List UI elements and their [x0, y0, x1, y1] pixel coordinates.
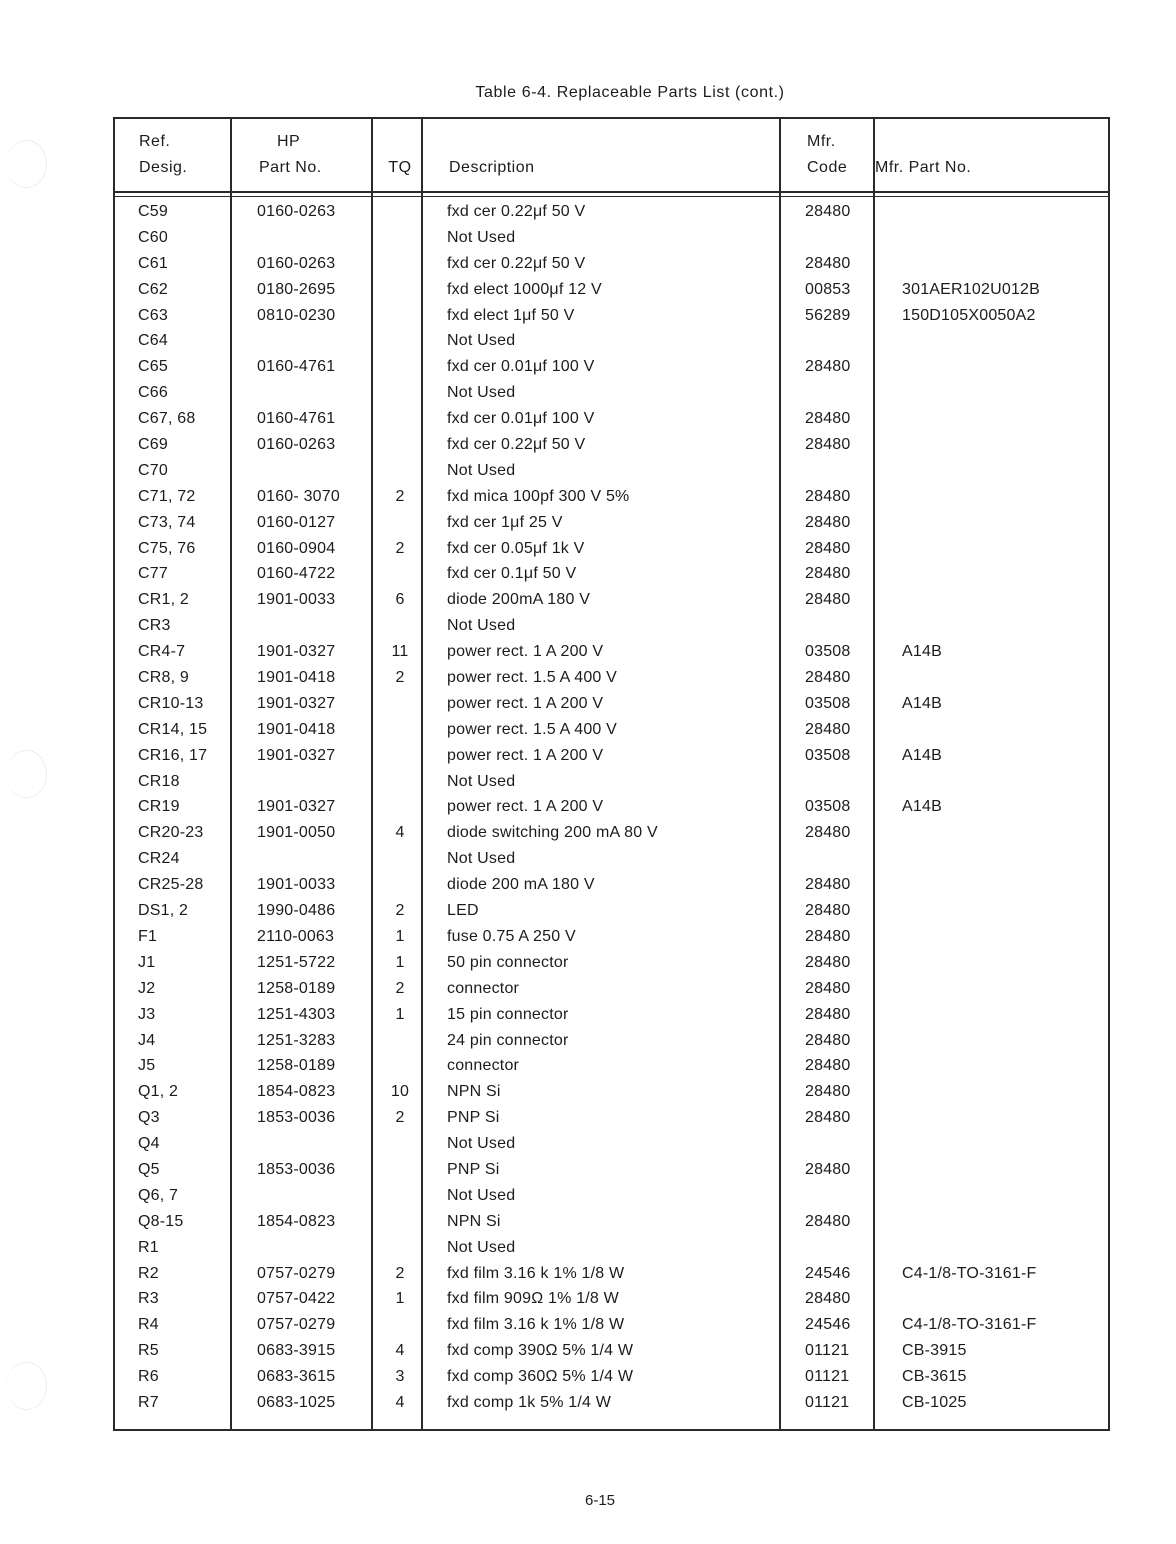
header-code-line1: Mfr. [807, 133, 836, 150]
cell-mfr: A14B [902, 694, 942, 712]
cell-code: 03508 [805, 798, 851, 816]
table-row [115, 406, 1108, 432]
cell-desc: 24 pin connector [447, 1031, 569, 1049]
cell-ref: CR14, 15 [138, 720, 208, 738]
cell-code: 28480 [805, 1005, 851, 1023]
cell-hp: 0160-0263 [257, 254, 336, 272]
header-mfr-code [807, 129, 847, 181]
table-row [115, 510, 1108, 536]
cell-desc: fxd cer 0.01μf 100 V [447, 410, 595, 428]
table-row [115, 1364, 1108, 1390]
cell-code: 28480 [805, 513, 851, 531]
cell-desc: power rect. 1.5 A 400 V [447, 720, 618, 738]
cell-hp: 1901-0050 [257, 824, 336, 842]
cell-hp: 1251-3283 [257, 1031, 336, 1049]
margin-hole-mark [6, 1362, 47, 1410]
cell-tq: 11 [391, 643, 409, 661]
cell-hp: 1854-0823 [257, 1212, 336, 1230]
cell-code: 28480 [805, 1083, 851, 1101]
header-separator [115, 191, 1108, 197]
cell-code: 01121 [805, 1368, 850, 1386]
cell-tq: 2 [395, 979, 405, 997]
cell-tq: 6 [395, 591, 405, 609]
cell-mfr: CB-3915 [902, 1342, 967, 1360]
cell-desc: power rect. 1 A 200 V [447, 798, 604, 816]
cell-ref: C67, 68 [138, 410, 196, 428]
cell-desc: power rect. 1 A 200 V [447, 694, 604, 712]
table-row [115, 769, 1108, 795]
cell-code: 56289 [805, 306, 851, 324]
header-tq-line2: TQ [388, 159, 412, 176]
table-row [115, 898, 1108, 924]
cell-desc: diode 200mA 180 V [447, 591, 591, 609]
cell-mfr: A14B [902, 798, 942, 816]
cell-code: 28480 [805, 824, 851, 842]
cell-desc: Not Used [447, 384, 516, 402]
cell-hp: 1854-0823 [257, 1083, 336, 1101]
cell-ref: J5 [138, 1057, 156, 1075]
cell-desc: Not Used [447, 1186, 516, 1204]
header-ref-desig [139, 129, 187, 181]
cell-ref: CR19 [138, 798, 180, 816]
cell-hp: 0810-0230 [257, 306, 336, 324]
cell-code: 28480 [805, 487, 851, 505]
header-desc-line1 [449, 129, 535, 155]
cell-ref: R5 [138, 1342, 159, 1360]
cell-desc: fxd cer 0.01μf 100 V [447, 358, 595, 376]
header-mfr-part-no [875, 129, 971, 181]
cell-ref: F1 [138, 927, 158, 945]
cell-code: 28480 [805, 591, 851, 609]
table-row [115, 1286, 1108, 1312]
cell-hp: 0683-1025 [257, 1393, 336, 1411]
cell-ref: C77 [138, 565, 168, 583]
cell-desc: PNP Si [447, 1160, 500, 1178]
header-ref-line2: Desig. [139, 159, 188, 176]
cell-ref: C66 [138, 384, 168, 402]
table-row [115, 846, 1108, 872]
cell-tq: 4 [395, 1342, 405, 1360]
cell-ref: CR24 [138, 850, 180, 868]
cell-code: 28480 [805, 410, 851, 428]
cell-code: 28480 [805, 1160, 851, 1178]
cell-tq: 10 [390, 1083, 410, 1101]
table-row [115, 303, 1108, 329]
cell-mfr: CB-1025 [902, 1393, 967, 1411]
table-row [115, 924, 1108, 950]
cell-ref: Q6, 7 [138, 1186, 179, 1204]
cell-code: 28480 [805, 203, 851, 220]
cell-tq: 4 [395, 1393, 405, 1411]
cell-desc: fxd film 3.16 k 1% 1/8 W [447, 1316, 625, 1334]
margin-hole-mark [6, 140, 47, 188]
cell-ref: Q3 [138, 1109, 160, 1127]
cell-ref: J1 [138, 953, 156, 971]
cell-hp: 0160-4761 [257, 358, 336, 376]
header-desc-line2: Description [449, 159, 535, 176]
cell-desc: Not Used [447, 461, 516, 479]
cell-ref: C75, 76 [138, 539, 196, 557]
cell-hp: 1251-5722 [257, 953, 336, 971]
table-row [115, 380, 1108, 406]
cell-desc: fxd cer 0.22μf 50 V [447, 203, 586, 220]
cell-code: 28480 [805, 953, 851, 971]
cell-hp: 1251-4303 [257, 1005, 336, 1023]
cell-hp: 1853-0036 [257, 1160, 336, 1178]
cell-desc: Not Used [447, 617, 516, 635]
header-hp-part-no [259, 129, 359, 181]
cell-tq: 2 [395, 1264, 405, 1282]
cell-code: 28480 [805, 1212, 851, 1230]
cell-ref: CR3 [138, 617, 171, 635]
cell-tq: 2 [395, 669, 405, 687]
cell-desc: fuse 0.75 A 250 V [447, 927, 576, 945]
table-row [115, 872, 1108, 898]
table-row [115, 1131, 1108, 1157]
cell-tq: 1 [395, 953, 405, 971]
table-row [115, 665, 1108, 691]
cell-code: 28480 [805, 436, 851, 454]
cell-hp: 1901-0033 [257, 591, 336, 609]
table-row [115, 484, 1108, 510]
table-row [115, 820, 1108, 846]
table-row [115, 976, 1108, 1002]
cell-hp: 1258-0189 [257, 979, 336, 997]
table-row [115, 794, 1108, 820]
table-row [115, 613, 1108, 639]
cell-desc: Not Used [447, 1238, 516, 1256]
cell-hp: 0757-0279 [257, 1316, 336, 1334]
table-row [115, 536, 1108, 562]
cell-hp: 2110-0063 [257, 927, 335, 945]
table-row [115, 328, 1108, 354]
cell-desc: diode switching 200 mA 80 V [447, 824, 658, 842]
cell-desc: fxd comp 390Ω 5% 1/4 W [447, 1342, 634, 1360]
cell-ref: Q8-15 [138, 1212, 184, 1230]
cell-hp: 1901-0418 [257, 669, 336, 687]
cell-ref: C71, 72 [138, 487, 196, 505]
header-code-line2: Code [807, 159, 848, 176]
cell-hp: 0160-0263 [257, 436, 336, 454]
cell-code: 28480 [805, 979, 851, 997]
cell-code: 01121 [805, 1342, 850, 1360]
cell-hp: 0160-0263 [257, 203, 336, 220]
cell-hp: 1853-0036 [257, 1109, 336, 1127]
cell-hp: 0757-0279 [257, 1264, 336, 1282]
cell-tq: 2 [395, 902, 405, 920]
cell-desc: connector [447, 1057, 520, 1075]
cell-ref: C69 [138, 436, 168, 454]
table-row [115, 1312, 1108, 1338]
table-row [115, 1338, 1108, 1364]
cell-code: 28480 [805, 720, 851, 738]
cell-code: 03508 [805, 746, 851, 764]
table-row [115, 458, 1108, 484]
cell-ref: C60 [138, 228, 168, 246]
cell-code: 28480 [805, 539, 851, 557]
header-hp-line2: Part No. [259, 159, 322, 176]
cell-mfr: A14B [902, 746, 942, 764]
cell-desc: power rect. 1 A 200 V [447, 746, 604, 764]
table-row [115, 432, 1108, 458]
cell-desc: fxd mica 100pf 300 V 5% [447, 487, 630, 505]
table-row [115, 950, 1108, 976]
cell-mfr: 301AER102U012B [902, 280, 1041, 298]
cell-hp: 0160-4761 [257, 410, 336, 428]
cell-code: 28480 [805, 876, 851, 894]
cell-ref: J2 [138, 979, 156, 997]
cell-tq: 1 [395, 1005, 405, 1023]
table-row [115, 1209, 1108, 1235]
cell-hp: 0683-3615 [257, 1368, 336, 1386]
header-tq-line1 [385, 129, 415, 155]
cell-code: 28480 [805, 902, 851, 920]
table-row [115, 1053, 1108, 1079]
cell-desc: fxd elect 1μf 50 V [447, 306, 575, 324]
table-row [115, 1079, 1108, 1105]
cell-desc: NPN Si [447, 1212, 501, 1230]
table-title: Table 6-4. Replaceable Parts List (cont.) [475, 84, 785, 101]
cell-desc: fxd comp 1k 5% 1/4 W [447, 1393, 612, 1411]
cell-ref: R6 [138, 1368, 159, 1386]
table-row [115, 1183, 1108, 1209]
cell-desc: connector [447, 979, 520, 997]
cell-hp: 0160-0127 [257, 513, 336, 531]
table-row [115, 1157, 1108, 1183]
cell-tq: 2 [395, 487, 405, 505]
cell-desc: Not Used [447, 850, 516, 868]
cell-mfr: CB-3615 [902, 1368, 967, 1386]
cell-ref: C61 [138, 254, 168, 272]
header-ref-line1: Ref. [139, 133, 171, 150]
header-hp-line1: HP [277, 133, 301, 150]
cell-desc: fxd comp 360Ω 5% 1/4 W [447, 1368, 634, 1386]
cell-hp: 0757-0422 [257, 1290, 336, 1308]
cell-hp: 1901-0033 [257, 876, 336, 894]
cell-code: 24546 [805, 1264, 851, 1282]
cell-desc: Not Used [447, 772, 516, 790]
cell-code: 00853 [805, 280, 851, 298]
cell-ref: CR18 [138, 772, 180, 790]
cell-ref: J4 [138, 1031, 156, 1049]
table-row [115, 251, 1108, 277]
cell-ref: CR8, 9 [138, 669, 189, 687]
header-mfr-line2: Mfr. Part No. [875, 159, 972, 176]
table-row [115, 1235, 1108, 1261]
cell-hp: 0160-0904 [257, 539, 336, 557]
cell-code: 28480 [805, 1057, 851, 1075]
cell-ref: R1 [138, 1238, 159, 1256]
cell-code: 24546 [805, 1316, 851, 1334]
cell-tq: 4 [395, 824, 405, 842]
table-row [115, 1105, 1108, 1131]
cell-mfr: C4-1/8-TO-3161-F [902, 1264, 1037, 1282]
cell-ref: DS1, 2 [138, 902, 189, 920]
cell-desc: power rect. 1.5 A 400 V [447, 669, 618, 687]
cell-ref: R2 [138, 1264, 159, 1282]
table-row [115, 1028, 1108, 1054]
cell-ref: CR25-28 [138, 876, 204, 894]
table-row [115, 1390, 1108, 1416]
cell-hp: 1901-0327 [257, 746, 336, 764]
cell-desc: fxd film 909Ω 1% 1/8 W [447, 1290, 619, 1308]
table-row [115, 743, 1108, 769]
cell-tq: 2 [395, 1109, 405, 1127]
table-row [115, 717, 1108, 743]
cell-desc: Not Used [447, 1135, 516, 1153]
cell-tq: 1 [395, 1290, 405, 1308]
cell-desc: NPN Si [447, 1083, 501, 1101]
cell-hp: 0180-2695 [257, 280, 336, 298]
table-row [115, 587, 1108, 613]
cell-desc: diode 200 mA 180 V [447, 876, 595, 894]
cell-ref: R4 [138, 1316, 159, 1334]
table-row [115, 199, 1108, 225]
parts-rows [115, 199, 1108, 1416]
cell-hp: 1901-0327 [257, 643, 336, 661]
cell-mfr: C4-1/8-TO-3161-F [902, 1316, 1037, 1334]
cell-desc: 15 pin connector [447, 1005, 569, 1023]
cell-desc: fxd cer 1μf 25 V [447, 513, 563, 531]
cell-ref: R7 [138, 1393, 159, 1411]
cell-ref: R3 [138, 1290, 159, 1308]
table-row [115, 225, 1108, 251]
cell-ref: CR20-23 [138, 824, 204, 842]
cell-code: 01121 [805, 1393, 850, 1411]
cell-ref: CR16, 17 [138, 746, 208, 764]
cell-desc: power rect. 1 A 200 V [447, 643, 604, 661]
cell-ref: Q4 [138, 1135, 160, 1153]
cell-ref: C59 [138, 203, 168, 220]
cell-code: 28480 [805, 1290, 851, 1308]
cell-desc: fxd cer 0.1μf 50 V [447, 565, 577, 583]
cell-mfr: A14B [902, 643, 942, 661]
table-row [115, 1261, 1108, 1287]
cell-code: 03508 [805, 643, 851, 661]
header-tq [385, 129, 415, 181]
cell-hp: 0160-4722 [257, 565, 336, 583]
cell-mfr: 150D105X0050A2 [902, 306, 1036, 324]
cell-hp: 0160- 3070 [257, 487, 340, 505]
cell-desc: fxd film 3.16 k 1% 1/8 W [447, 1264, 625, 1282]
table-row [115, 639, 1108, 665]
cell-ref: Q1, 2 [138, 1083, 179, 1101]
cell-hp: 1901-0327 [257, 694, 336, 712]
cell-desc: PNP Si [447, 1109, 500, 1127]
table-row [115, 354, 1108, 380]
cell-ref: C73, 74 [138, 513, 196, 531]
cell-code: 03508 [805, 694, 851, 712]
cell-ref: Q5 [138, 1160, 160, 1178]
table-row [115, 1002, 1108, 1028]
table-row [115, 277, 1108, 303]
cell-tq: 3 [395, 1368, 405, 1386]
cell-ref: CR1, 2 [138, 591, 189, 609]
cell-code: 28480 [805, 565, 851, 583]
cell-hp: 1990-0486 [257, 902, 336, 920]
cell-ref: CR10-13 [138, 694, 204, 712]
page-number: 6-15 [584, 1492, 616, 1509]
cell-desc: Not Used [447, 228, 516, 246]
cell-tq: 2 [395, 539, 405, 557]
cell-code: 28480 [805, 358, 851, 376]
cell-code: 28480 [805, 1031, 851, 1049]
cell-tq: 1 [395, 927, 405, 945]
cell-hp: 0683-3915 [257, 1342, 336, 1360]
cell-code: 28480 [805, 1109, 851, 1127]
cell-ref: C64 [138, 332, 168, 350]
cell-ref: C62 [138, 280, 168, 298]
cell-desc: fxd cer 0.05μf 1k V [447, 539, 585, 557]
parts-table [113, 117, 1110, 1431]
cell-ref: C63 [138, 306, 168, 324]
table-row [115, 561, 1108, 587]
cell-desc: LED [447, 902, 479, 920]
header-mfr-line1 [875, 129, 971, 155]
cell-desc: Not Used [447, 332, 516, 350]
cell-hp: 1901-0327 [257, 798, 336, 816]
cell-desc: fxd elect 1000μf 12 V [447, 280, 602, 298]
cell-desc: fxd cer 0.22μf 50 V [447, 436, 586, 454]
cell-desc: fxd cer 0.22μf 50 V [447, 254, 586, 272]
cell-ref: C70 [138, 461, 168, 479]
cell-desc: 50 pin connector [447, 953, 569, 971]
cell-ref: CR4-7 [138, 643, 186, 661]
cell-code: 28480 [805, 927, 851, 945]
margin-hole-mark [6, 750, 47, 798]
cell-hp: 1258-0189 [257, 1057, 336, 1075]
header-description [449, 129, 535, 181]
cell-code: 28480 [805, 254, 851, 272]
cell-ref: J3 [138, 1005, 156, 1023]
table-row [115, 691, 1108, 717]
cell-hp: 1901-0418 [257, 720, 336, 738]
cell-ref: C65 [138, 358, 168, 376]
cell-code: 28480 [805, 669, 851, 687]
